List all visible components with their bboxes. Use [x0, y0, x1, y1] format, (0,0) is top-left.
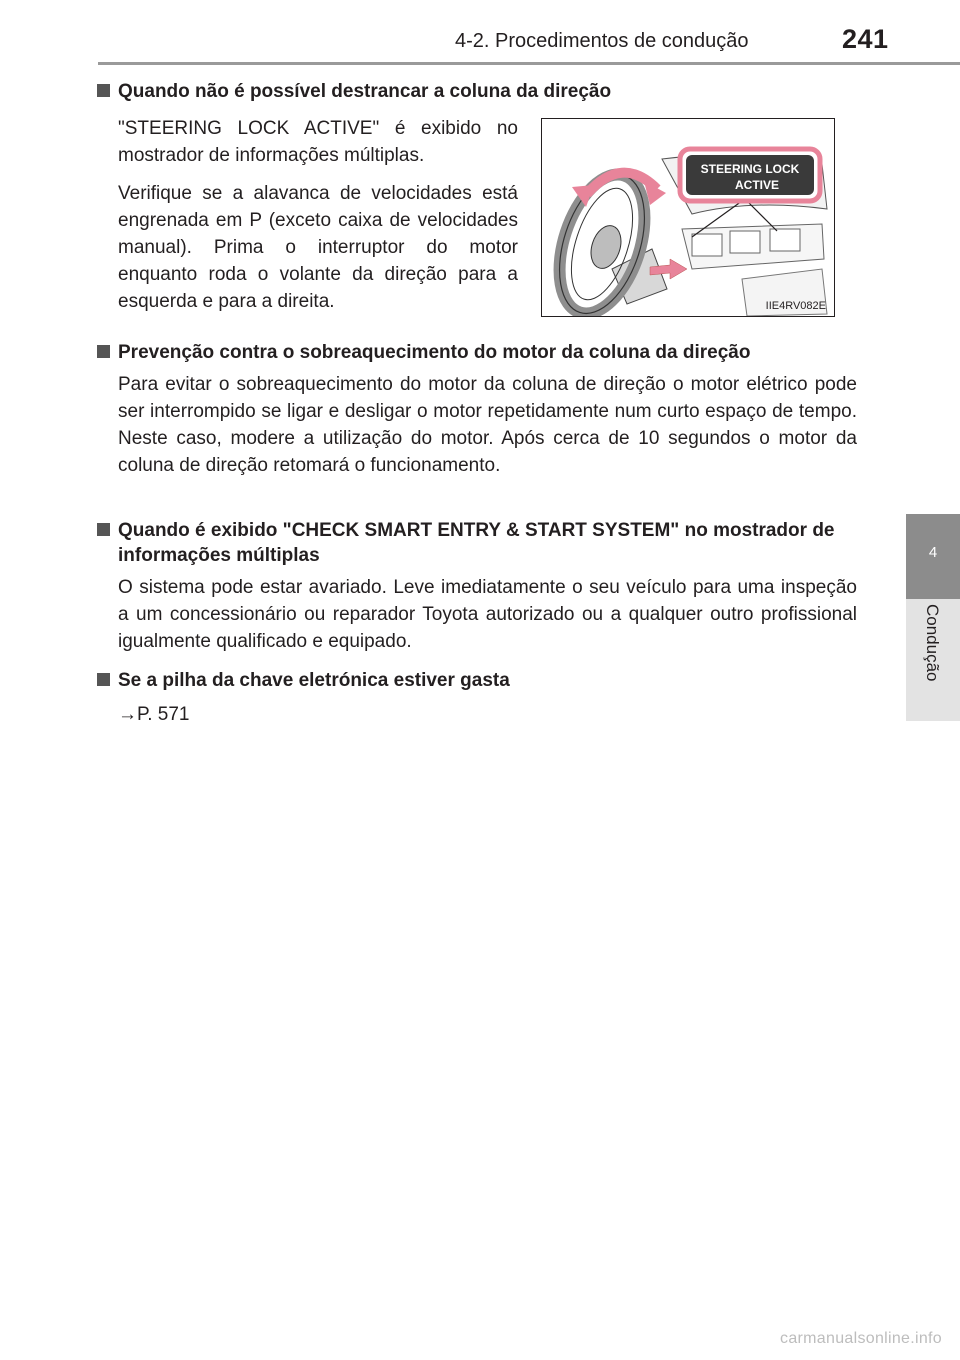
page-reference: →P. 571	[118, 704, 190, 725]
display-line-1: STEERING LOCK	[700, 162, 800, 176]
bullet-square-icon	[97, 84, 110, 97]
paragraph: Para evitar o sobreaquecimento do motor da coluna de direção o motor elétrico pode ser interrompido se ligar e desligar o motor repetidamente num curto espaço de tempo. Neste caso, modere a utilização do motor. Após cerca de 10 segundos o motor da coluna de direção retomará o funcionamento.	[118, 374, 857, 476]
section-overheat-prevention	[97, 340, 857, 479]
header-rule	[98, 62, 960, 65]
section-heading: Prevenção contra o sobreaquecimento do motor da coluna da direção	[97, 340, 857, 365]
display-line-2: ACTIVE	[734, 178, 780, 192]
chapter-tab	[906, 514, 960, 599]
section-heading: Quando é exibido "CHECK SMART ENTRY & START SYSTEM" no mostrador de informações múltiplas	[97, 518, 857, 568]
header-title: 4-2. Procedimentos de condução	[455, 30, 749, 52]
chapter-tab-label: Condução	[923, 604, 942, 682]
section-steering-lock	[97, 79, 857, 104]
section-key-battery	[97, 668, 857, 728]
bullet-square-icon	[97, 523, 110, 536]
bullet-square-icon	[97, 345, 110, 358]
figure-code: IIE4RV082E	[765, 300, 826, 312]
chapter-tab-number: 4	[928, 544, 938, 561]
paragraph: O sistema pode estar avariado. Leve imediatamente o seu veículo para uma inspeção a um concessionário ou reparador Toyota autorizado ou a qualquer outro profissional igualmente qualificado e equipado.	[118, 577, 857, 652]
paragraph: "STEERING LOCK ACTIVE" é exibido no mostrador de informações múltiplas.	[118, 118, 518, 166]
section-heading: Quando não é possível destrancar a coluna da direção	[97, 79, 857, 104]
section-heading: Se a pilha da chave eletrónica estiver gasta	[97, 668, 857, 693]
steering-lock-illustration	[541, 118, 835, 317]
section-check-smart-entry	[97, 518, 857, 655]
page-number: 241	[842, 24, 889, 54]
bullet-square-icon	[97, 673, 110, 686]
watermark: carmanualsonline.info	[780, 1330, 942, 1347]
paragraph: Verifique se a alavanca de velocidades está engrenada em P (exceto caixa de velocidades manual). Prima o interruptor do motor enquanto roda o volante da direção para a esquerda e para a direita.	[118, 183, 518, 312]
steering-wheel-diagram	[542, 119, 834, 316]
